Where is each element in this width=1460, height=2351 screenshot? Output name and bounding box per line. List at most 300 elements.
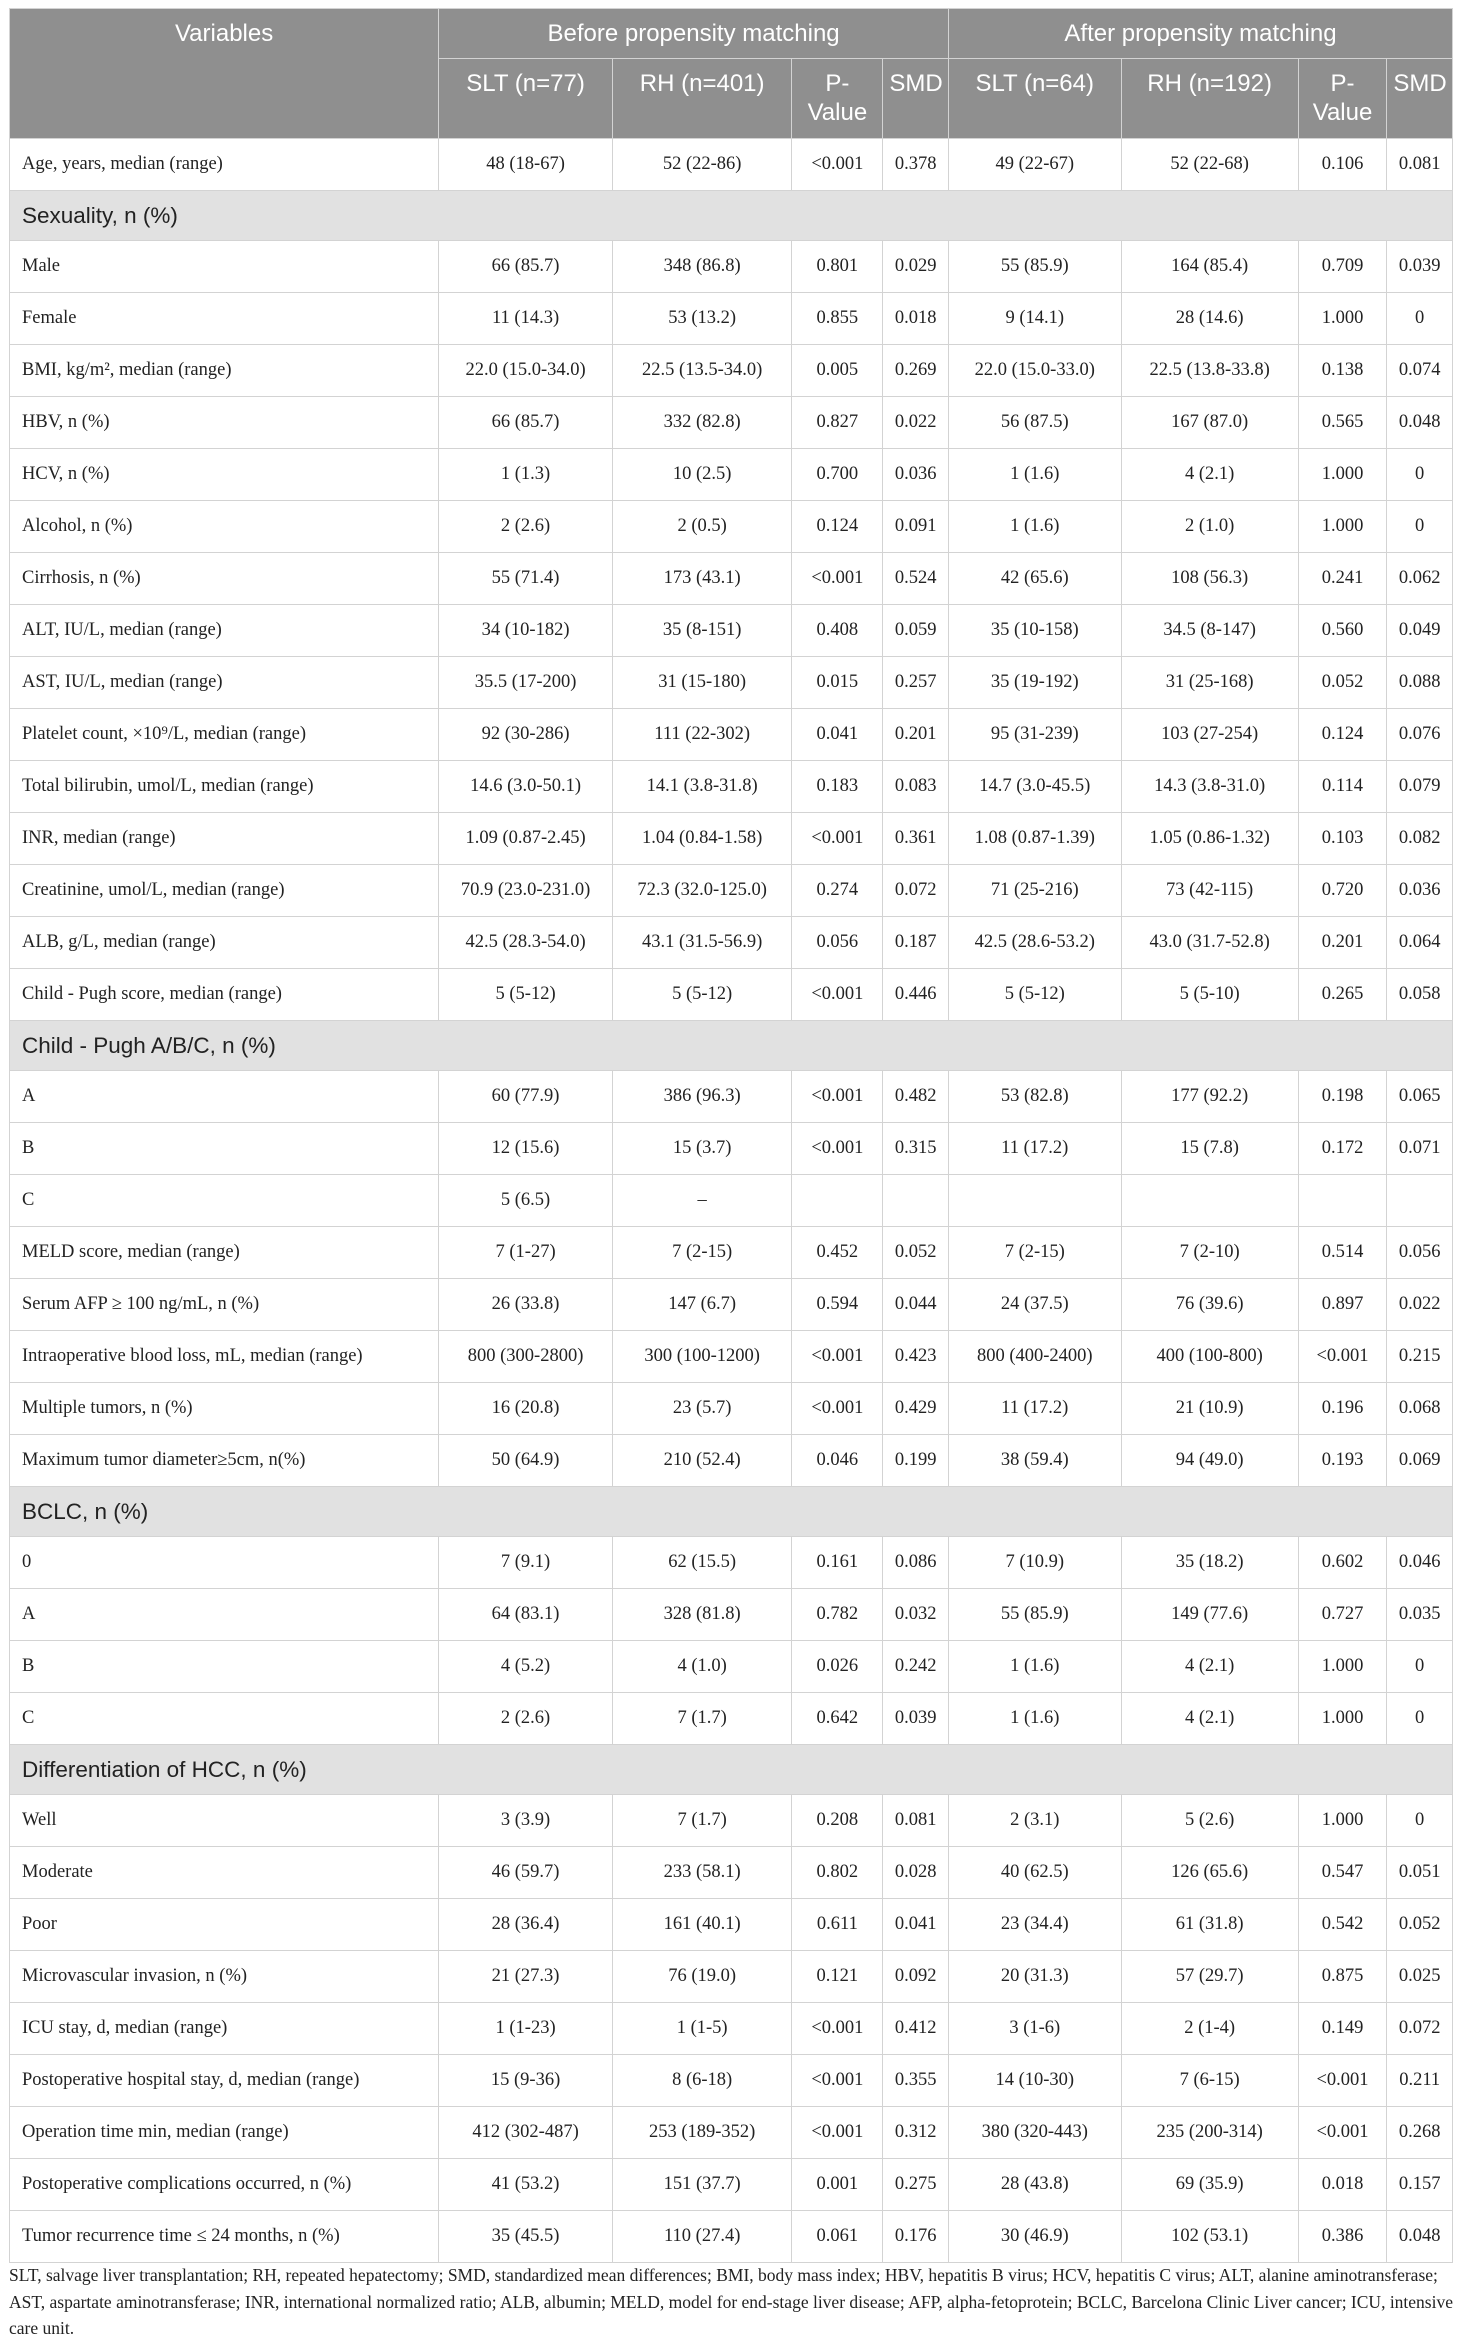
after-pvalue-cell: 0.709: [1298, 241, 1387, 293]
table-header: [10, 9, 1453, 139]
after-smd-cell: 0.056: [1387, 1227, 1453, 1279]
after-rh-cell: 149 (77.6): [1121, 1589, 1298, 1641]
table-row: [10, 1435, 1453, 1487]
after-rh-cell: 400 (100-800): [1121, 1331, 1298, 1383]
before-rh-cell: 53 (13.2): [612, 293, 792, 345]
after-smd-cell: 0: [1387, 1795, 1453, 1847]
after-smd-cell: 0.048: [1387, 397, 1453, 449]
before-slt-cell: 46 (59.7): [439, 1847, 613, 1899]
table-row: [10, 2003, 1453, 2055]
variable-label: HBV, n (%): [10, 397, 439, 449]
before-slt-cell: 26 (33.8): [439, 1279, 613, 1331]
before-pvalue-cell: <0.001: [792, 553, 883, 605]
after-pvalue-cell: 0.386: [1298, 2211, 1387, 2263]
after-pvalue-cell: 0.172: [1298, 1123, 1387, 1175]
before-slt-cell: 35.5 (17-200): [439, 657, 613, 709]
after-pvalue-cell: 0.193: [1298, 1435, 1387, 1487]
before-smd-cell: 0.091: [883, 501, 949, 553]
before-pvalue-cell: 0.041: [792, 709, 883, 761]
before-pvalue-cell: 0.274: [792, 865, 883, 917]
after-slt-cell: 35 (19-192): [948, 657, 1121, 709]
before-smd-cell: 0.312: [883, 2107, 949, 2159]
table-row: [10, 813, 1453, 865]
before-slt-cell: 64 (83.1): [439, 1589, 613, 1641]
before-pvalue-cell: 0.183: [792, 761, 883, 813]
variable-label: Well: [10, 1795, 439, 1847]
after-rh-cell: 4 (2.1): [1121, 1693, 1298, 1745]
before-slt-cell: 50 (64.9): [439, 1435, 613, 1487]
after-rh-cell: 103 (27-254): [1121, 709, 1298, 761]
before-smd-cell: 0.039: [883, 1693, 949, 1745]
before-rh-cell: 161 (40.1): [612, 1899, 792, 1951]
before-slt-cell: 3 (3.9): [439, 1795, 613, 1847]
before-smd-cell: 0.018: [883, 293, 949, 345]
before-pvalue-cell: 0.611: [792, 1899, 883, 1951]
after-smd-cell: 0.069: [1387, 1435, 1453, 1487]
after-slt-cell: 55 (85.9): [948, 1589, 1121, 1641]
before-matching-header: Before propensity matching: [439, 9, 949, 59]
before-smd-cell: 0.086: [883, 1537, 949, 1589]
before-rh-cell: –: [612, 1175, 792, 1227]
before-pvalue-cell: 0.161: [792, 1537, 883, 1589]
after-slt-cell: 5 (5-12): [948, 969, 1121, 1021]
before-smd-cell: 0.052: [883, 1227, 949, 1279]
table-row: [10, 761, 1453, 813]
table-row: [10, 1795, 1453, 1847]
before-rh-cell: 2 (0.5): [612, 501, 792, 553]
after-pvalue-cell: 0.727: [1298, 1589, 1387, 1641]
after-rh-cell: 73 (42-115): [1121, 865, 1298, 917]
before-pvalue-header: P-Value: [792, 59, 883, 139]
after-pvalue-cell: 0.720: [1298, 865, 1387, 917]
after-rh-cell: [1121, 1175, 1298, 1227]
after-rh-cell: 61 (31.8): [1121, 1899, 1298, 1951]
after-rh-header: RH (n=192): [1121, 59, 1298, 139]
before-pvalue-cell: 0.015: [792, 657, 883, 709]
before-smd-cell: 0.032: [883, 1589, 949, 1641]
after-slt-cell: 1 (1.6): [948, 1693, 1121, 1745]
variable-label: C: [10, 1175, 439, 1227]
before-smd-cell: 0.083: [883, 761, 949, 813]
before-rh-header: RH (n=401): [612, 59, 792, 139]
variable-label: HCV, n (%): [10, 449, 439, 501]
before-smd-cell: 0.022: [883, 397, 949, 449]
after-slt-cell: 42 (65.6): [948, 553, 1121, 605]
after-pvalue-cell: <0.001: [1298, 2055, 1387, 2107]
before-pvalue-cell: 0.408: [792, 605, 883, 657]
table-row: [10, 397, 1453, 449]
after-slt-cell: 1 (1.6): [948, 1641, 1121, 1693]
after-pvalue-cell: <0.001: [1298, 1331, 1387, 1383]
after-slt-cell: 28 (43.8): [948, 2159, 1121, 2211]
before-smd-cell: 0.315: [883, 1123, 949, 1175]
variable-label: Platelet count, ×10⁹/L, median (range): [10, 709, 439, 761]
after-pvalue-cell: 0.897: [1298, 1279, 1387, 1331]
after-slt-cell: 42.5 (28.6-53.2): [948, 917, 1121, 969]
before-slt-cell: 21 (27.3): [439, 1951, 613, 2003]
before-rh-cell: 43.1 (31.5-56.9): [612, 917, 792, 969]
variable-label: BMI, kg/m², median (range): [10, 345, 439, 397]
table-row: [10, 969, 1453, 1021]
before-rh-cell: 76 (19.0): [612, 1951, 792, 2003]
after-slt-cell: 11 (17.2): [948, 1123, 1121, 1175]
before-rh-cell: 1 (1-5): [612, 2003, 792, 2055]
after-rh-cell: 43.0 (31.7-52.8): [1121, 917, 1298, 969]
before-slt-cell: 55 (71.4): [439, 553, 613, 605]
variable-label: Total bilirubin, umol/L, median (range): [10, 761, 439, 813]
before-smd-cell: 0.092: [883, 1951, 949, 2003]
after-smd-cell: 0.074: [1387, 345, 1453, 397]
after-slt-cell: 7 (2-15): [948, 1227, 1121, 1279]
before-slt-cell: 2 (2.6): [439, 501, 613, 553]
before-rh-cell: 110 (27.4): [612, 2211, 792, 2263]
after-slt-cell: 40 (62.5): [948, 1847, 1121, 1899]
before-slt-cell: 48 (18-67): [439, 139, 613, 191]
table-row: [10, 2159, 1453, 2211]
table-container: [9, 8, 1453, 2263]
before-smd-cell: 0.041: [883, 1899, 949, 1951]
after-pvalue-cell: 0.114: [1298, 761, 1387, 813]
table-row: [10, 293, 1453, 345]
before-rh-cell: 5 (5-12): [612, 969, 792, 1021]
after-smd-cell: 0.211: [1387, 2055, 1453, 2107]
after-smd-cell: 0.039: [1387, 241, 1453, 293]
variable-label: 0: [10, 1537, 439, 1589]
after-smd-cell: 0.046: [1387, 1537, 1453, 1589]
before-pvalue-cell: <0.001: [792, 2055, 883, 2107]
before-slt-cell: 14.6 (3.0-50.1): [439, 761, 613, 813]
after-slt-cell: 380 (320-443): [948, 2107, 1121, 2159]
table-row: [10, 1693, 1453, 1745]
before-rh-cell: 31 (15-180): [612, 657, 792, 709]
before-pvalue-cell: 0.642: [792, 1693, 883, 1745]
before-pvalue-cell: 0.005: [792, 345, 883, 397]
before-rh-cell: 253 (189-352): [612, 2107, 792, 2159]
after-rh-cell: 31 (25-168): [1121, 657, 1298, 709]
after-pvalue-cell: 0.560: [1298, 605, 1387, 657]
after-slt-cell: 24 (37.5): [948, 1279, 1121, 1331]
table-row: [10, 657, 1453, 709]
after-smd-cell: 0.035: [1387, 1589, 1453, 1641]
variable-label: Intraoperative blood loss, mL, median (range): [10, 1331, 439, 1383]
before-pvalue-cell: 0.802: [792, 1847, 883, 1899]
after-smd-cell: 0.025: [1387, 1951, 1453, 2003]
variable-label: Age, years, median (range): [10, 139, 439, 191]
before-rh-cell: 233 (58.1): [612, 1847, 792, 1899]
before-pvalue-cell: <0.001: [792, 1331, 883, 1383]
before-slt-cell: 28 (36.4): [439, 1899, 613, 1951]
before-slt-cell: 12 (15.6): [439, 1123, 613, 1175]
table-row: [10, 1071, 1453, 1123]
after-rh-cell: 57 (29.7): [1121, 1951, 1298, 2003]
before-slt-cell: 15 (9-36): [439, 2055, 613, 2107]
after-pvalue-cell: 1.000: [1298, 1795, 1387, 1847]
variable-label: Alcohol, n (%): [10, 501, 439, 553]
after-smd-cell: 0.052: [1387, 1899, 1453, 1951]
after-smd-cell: 0.082: [1387, 813, 1453, 865]
before-slt-cell: 42.5 (28.3-54.0): [439, 917, 613, 969]
before-rh-cell: 1.04 (0.84-1.58): [612, 813, 792, 865]
table-row: [10, 1279, 1453, 1331]
before-rh-cell: 72.3 (32.0-125.0): [612, 865, 792, 917]
after-smd-cell: 0.076: [1387, 709, 1453, 761]
section-header-row: [10, 1745, 1453, 1795]
section-header-row: [10, 1487, 1453, 1537]
before-pvalue-cell: 0.026: [792, 1641, 883, 1693]
section-title: Differentiation of HCC, n (%): [10, 1745, 1453, 1795]
after-slt-cell: 53 (82.8): [948, 1071, 1121, 1123]
variable-label: Child - Pugh score, median (range): [10, 969, 439, 1021]
before-smd-cell: 0.029: [883, 241, 949, 293]
after-rh-cell: 7 (6-15): [1121, 2055, 1298, 2107]
before-slt-cell: 35 (45.5): [439, 2211, 613, 2263]
before-smd-cell: 0.028: [883, 1847, 949, 1899]
after-pvalue-cell: 0.542: [1298, 1899, 1387, 1951]
after-rh-cell: 2 (1.0): [1121, 501, 1298, 553]
baseline-characteristics-table: [9, 8, 1453, 2263]
after-pvalue-cell: 0.124: [1298, 709, 1387, 761]
after-slt-cell: 35 (10-158): [948, 605, 1121, 657]
table-body: [10, 139, 1453, 2263]
variable-label: Postoperative complications occurred, n (%): [10, 2159, 439, 2211]
after-slt-cell: 9 (14.1): [948, 293, 1121, 345]
after-smd-cell: 0.081: [1387, 139, 1453, 191]
after-pvalue-cell: 0.265: [1298, 969, 1387, 1021]
after-pvalue-cell: 0.149: [1298, 2003, 1387, 2055]
before-slt-cell: 34 (10-182): [439, 605, 613, 657]
after-rh-cell: 167 (87.0): [1121, 397, 1298, 449]
table-row: [10, 917, 1453, 969]
after-matching-header: After propensity matching: [948, 9, 1452, 59]
after-rh-cell: 7 (2-10): [1121, 1227, 1298, 1279]
variable-label: Tumor recurrence time ≤ 24 months, n (%): [10, 2211, 439, 2263]
before-smd-cell: 0.524: [883, 553, 949, 605]
after-smd-cell: [1387, 1175, 1453, 1227]
variable-label: INR, median (range): [10, 813, 439, 865]
after-smd-cell: 0.157: [1387, 2159, 1453, 2211]
before-smd-cell: 0.275: [883, 2159, 949, 2211]
before-slt-cell: 66 (85.7): [439, 397, 613, 449]
before-slt-cell: 412 (302-487): [439, 2107, 613, 2159]
before-rh-cell: 210 (52.4): [612, 1435, 792, 1487]
before-pvalue-cell: 0.452: [792, 1227, 883, 1279]
before-pvalue-cell: 0.001: [792, 2159, 883, 2211]
after-rh-cell: 15 (7.8): [1121, 1123, 1298, 1175]
after-slt-cell: 1 (1.6): [948, 501, 1121, 553]
after-slt-cell: 55 (85.9): [948, 241, 1121, 293]
variables-header: Variables: [10, 9, 439, 139]
before-smd-cell: 0.482: [883, 1071, 949, 1123]
variable-label: Male: [10, 241, 439, 293]
variable-label: ALT, IU/L, median (range): [10, 605, 439, 657]
variable-label: ICU stay, d, median (range): [10, 2003, 439, 2055]
before-rh-cell: 15 (3.7): [612, 1123, 792, 1175]
variable-label: MELD score, median (range): [10, 1227, 439, 1279]
after-smd-cell: 0.088: [1387, 657, 1453, 709]
variable-label: C: [10, 1693, 439, 1745]
before-smd-cell: 0.446: [883, 969, 949, 1021]
after-slt-cell: 95 (31-239): [948, 709, 1121, 761]
after-smd-cell: 0: [1387, 1693, 1453, 1745]
before-smd-header: SMD: [883, 59, 949, 139]
after-smd-cell: 0: [1387, 501, 1453, 553]
after-pvalue-cell: 1.000: [1298, 1641, 1387, 1693]
after-slt-cell: 3 (1-6): [948, 2003, 1121, 2055]
after-slt-cell: 23 (34.4): [948, 1899, 1121, 1951]
before-pvalue-cell: <0.001: [792, 2003, 883, 2055]
before-smd-cell: 0.072: [883, 865, 949, 917]
table-row: [10, 1899, 1453, 1951]
before-rh-cell: 348 (86.8): [612, 241, 792, 293]
before-pvalue-cell: <0.001: [792, 1123, 883, 1175]
after-smd-cell: 0: [1387, 1641, 1453, 1693]
variable-label: Female: [10, 293, 439, 345]
before-rh-cell: 8 (6-18): [612, 2055, 792, 2107]
variable-label: Serum AFP ≥ 100 ng/mL, n (%): [10, 1279, 439, 1331]
table-row: [10, 449, 1453, 501]
before-slt-header: SLT (n=77): [439, 59, 613, 139]
before-pvalue-cell: <0.001: [792, 2107, 883, 2159]
variable-label: Microvascular invasion, n (%): [10, 1951, 439, 2003]
table-row: [10, 1589, 1453, 1641]
before-slt-cell: 1 (1.3): [439, 449, 613, 501]
before-rh-cell: 328 (81.8): [612, 1589, 792, 1641]
after-rh-cell: 14.3 (3.8-31.0): [1121, 761, 1298, 813]
after-rh-cell: 126 (65.6): [1121, 1847, 1298, 1899]
table-row: [10, 1537, 1453, 1589]
before-pvalue-cell: 0.056: [792, 917, 883, 969]
before-pvalue-cell: 0.061: [792, 2211, 883, 2263]
after-slt-cell: 49 (22-67): [948, 139, 1121, 191]
after-slt-cell: 22.0 (15.0-33.0): [948, 345, 1121, 397]
after-smd-cell: 0.079: [1387, 761, 1453, 813]
before-rh-cell: 23 (5.7): [612, 1383, 792, 1435]
after-rh-cell: 1.05 (0.86-1.32): [1121, 813, 1298, 865]
before-smd-cell: 0.378: [883, 139, 949, 191]
variable-label: Postoperative hospital stay, d, median (range): [10, 2055, 439, 2107]
after-rh-cell: 34.5 (8-147): [1121, 605, 1298, 657]
before-rh-cell: 14.1 (3.8-31.8): [612, 761, 792, 813]
table-row: [10, 1175, 1453, 1227]
after-rh-cell: 5 (2.6): [1121, 1795, 1298, 1847]
table-row: [10, 709, 1453, 761]
before-slt-cell: 800 (300-2800): [439, 1331, 613, 1383]
before-rh-cell: 147 (6.7): [612, 1279, 792, 1331]
table-row: [10, 2107, 1453, 2159]
before-rh-cell: 332 (82.8): [612, 397, 792, 449]
after-rh-cell: 35 (18.2): [1121, 1537, 1298, 1589]
before-smd-cell: 0.036: [883, 449, 949, 501]
before-smd-cell: 0.044: [883, 1279, 949, 1331]
variable-label: ALB, g/L, median (range): [10, 917, 439, 969]
after-slt-cell: 71 (25-216): [948, 865, 1121, 917]
after-slt-cell: 7 (10.9): [948, 1537, 1121, 1589]
after-rh-cell: 5 (5-10): [1121, 969, 1298, 1021]
table-row: [10, 2055, 1453, 2107]
after-smd-cell: 0.062: [1387, 553, 1453, 605]
after-pvalue-cell: 1.000: [1298, 449, 1387, 501]
before-rh-cell: 35 (8-151): [612, 605, 792, 657]
after-rh-cell: 4 (2.1): [1121, 449, 1298, 501]
after-slt-cell: 1.08 (0.87-1.39): [948, 813, 1121, 865]
variable-label: Maximum tumor diameter≥5cm, n(%): [10, 1435, 439, 1487]
after-smd-cell: 0.215: [1387, 1331, 1453, 1383]
table-row: [10, 1331, 1453, 1383]
before-slt-cell: 22.0 (15.0-34.0): [439, 345, 613, 397]
before-smd-cell: 0.242: [883, 1641, 949, 1693]
after-slt-cell: 14.7 (3.0-45.5): [948, 761, 1121, 813]
after-smd-header: SMD: [1387, 59, 1453, 139]
after-rh-cell: 4 (2.1): [1121, 1641, 1298, 1693]
after-slt-cell: 2 (3.1): [948, 1795, 1121, 1847]
after-smd-cell: 0.036: [1387, 865, 1453, 917]
table-row: [10, 1847, 1453, 1899]
after-smd-cell: 0.022: [1387, 1279, 1453, 1331]
after-slt-cell: 20 (31.3): [948, 1951, 1121, 2003]
after-smd-cell: 0.065: [1387, 1071, 1453, 1123]
section-title: Child - Pugh A/B/C, n (%): [10, 1021, 1453, 1071]
before-slt-cell: 1 (1-23): [439, 2003, 613, 2055]
before-pvalue-cell: <0.001: [792, 969, 883, 1021]
before-smd-cell: 0.176: [883, 2211, 949, 2263]
after-pvalue-cell: 0.052: [1298, 657, 1387, 709]
after-pvalue-cell: 1.000: [1298, 1693, 1387, 1745]
table-row: [10, 865, 1453, 917]
after-slt-cell: 38 (59.4): [948, 1435, 1121, 1487]
after-smd-cell: 0.049: [1387, 605, 1453, 657]
table-footnote: SLT, salvage liver transplantation; RH, repeated hepatectomy; SMD, standardized mean differences; BMI, body mass index; HBV, hepatitis B virus; HCV, hepatitis C virus; ALT, alanine aminotransferase; AST, aspartate aminotransferase; INR, international normalized ratio; ALB, albumin; MELD, model for end-stage liver disease; AFP, alpha-fetoprotein; BCLC, Barcelona Clinic Liver cancer; ICU, intensive care unit.: [9, 2265, 1453, 2338]
before-slt-cell: 4 (5.2): [439, 1641, 613, 1693]
after-pvalue-cell: 0.196: [1298, 1383, 1387, 1435]
section-header-row: [10, 191, 1453, 241]
after-rh-cell: 164 (85.4): [1121, 241, 1298, 293]
after-slt-cell: 800 (400-2400): [948, 1331, 1121, 1383]
after-smd-cell: 0.072: [1387, 2003, 1453, 2055]
table-row: [10, 1227, 1453, 1279]
before-rh-cell: 386 (96.3): [612, 1071, 792, 1123]
after-slt-header: SLT (n=64): [948, 59, 1121, 139]
before-pvalue-cell: 0.046: [792, 1435, 883, 1487]
after-pvalue-cell: 0.514: [1298, 1227, 1387, 1279]
variable-label: Multiple tumors, n (%): [10, 1383, 439, 1435]
after-smd-cell: 0.058: [1387, 969, 1453, 1021]
after-smd-cell: 0: [1387, 293, 1453, 345]
before-rh-cell: 7 (1.7): [612, 1693, 792, 1745]
after-pvalue-cell: 0.602: [1298, 1537, 1387, 1589]
before-slt-cell: 2 (2.6): [439, 1693, 613, 1745]
after-smd-cell: 0: [1387, 449, 1453, 501]
section-title: BCLC, n (%): [10, 1487, 1453, 1537]
before-rh-cell: 173 (43.1): [612, 553, 792, 605]
after-rh-cell: 28 (14.6): [1121, 293, 1298, 345]
after-pvalue-cell: 0.875: [1298, 1951, 1387, 2003]
before-smd-cell: 0.361: [883, 813, 949, 865]
variable-label: Creatinine, umol/L, median (range): [10, 865, 439, 917]
variable-label: B: [10, 1641, 439, 1693]
after-rh-cell: 94 (49.0): [1121, 1435, 1298, 1487]
table-row: [10, 345, 1453, 397]
before-rh-cell: 7 (2-15): [612, 1227, 792, 1279]
before-rh-cell: 4 (1.0): [612, 1641, 792, 1693]
after-pvalue-cell: [1298, 1175, 1387, 1227]
before-pvalue-cell: <0.001: [792, 813, 883, 865]
before-pvalue-cell: 0.594: [792, 1279, 883, 1331]
after-rh-cell: 21 (10.9): [1121, 1383, 1298, 1435]
before-pvalue-cell: <0.001: [792, 139, 883, 191]
before-rh-cell: 111 (22-302): [612, 709, 792, 761]
after-rh-cell: 102 (53.1): [1121, 2211, 1298, 2263]
before-slt-cell: 16 (20.8): [439, 1383, 613, 1435]
